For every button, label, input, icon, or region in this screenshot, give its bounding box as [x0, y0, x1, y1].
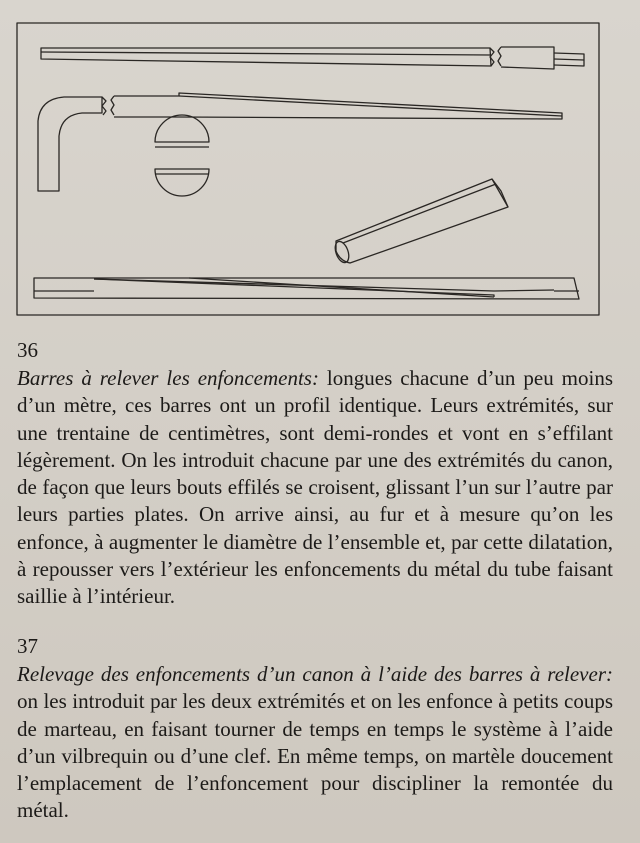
- caption-37: [17, 634, 613, 825]
- caption-number: 36: [17, 338, 38, 362]
- caption-body: on les introduit par les deux extrémités et on les enfonce à petits coups de marteau, en faisant tourner de temps en temps le système à l’aide d’un vilbrequin ou d’une clef. En même temps, on martèle doucement l’emplacement de l’enfoncement pour discipliner la remontée du métal.: [17, 689, 613, 823]
- caption-title: Barres à relever les enfoncements:: [17, 366, 319, 390]
- caption-body: longues chacune d’un peu moins d’un mètre, ces barres ont un profil identique. Leurs extrémités, sur une trentaine de centimètres, sont demi-rondes et vont en s’effilant légèrement. On les introduit chacune par une des extrémités du canon, de façon que leurs bouts effilés se croisent, glissant l’un sur l’autre par leurs parties plates. On arrive ainsi, au fur et à mesure qu’on les enfonce, à augmenter le diamètre de l’ensemble et, par cette dilatation, à repousser vers l’extérieur les enfoncements du métal du tube faisant saillie à l’intérieur.: [17, 366, 613, 609]
- caption-number: 37: [17, 634, 38, 658]
- caption-title: Relevage des enfoncements d’un canon à l’aide des barres à relever:: [17, 662, 613, 686]
- caption-36: [17, 338, 613, 611]
- technical-illustration: [14, 21, 602, 319]
- bars-diagram-icon: [14, 21, 602, 319]
